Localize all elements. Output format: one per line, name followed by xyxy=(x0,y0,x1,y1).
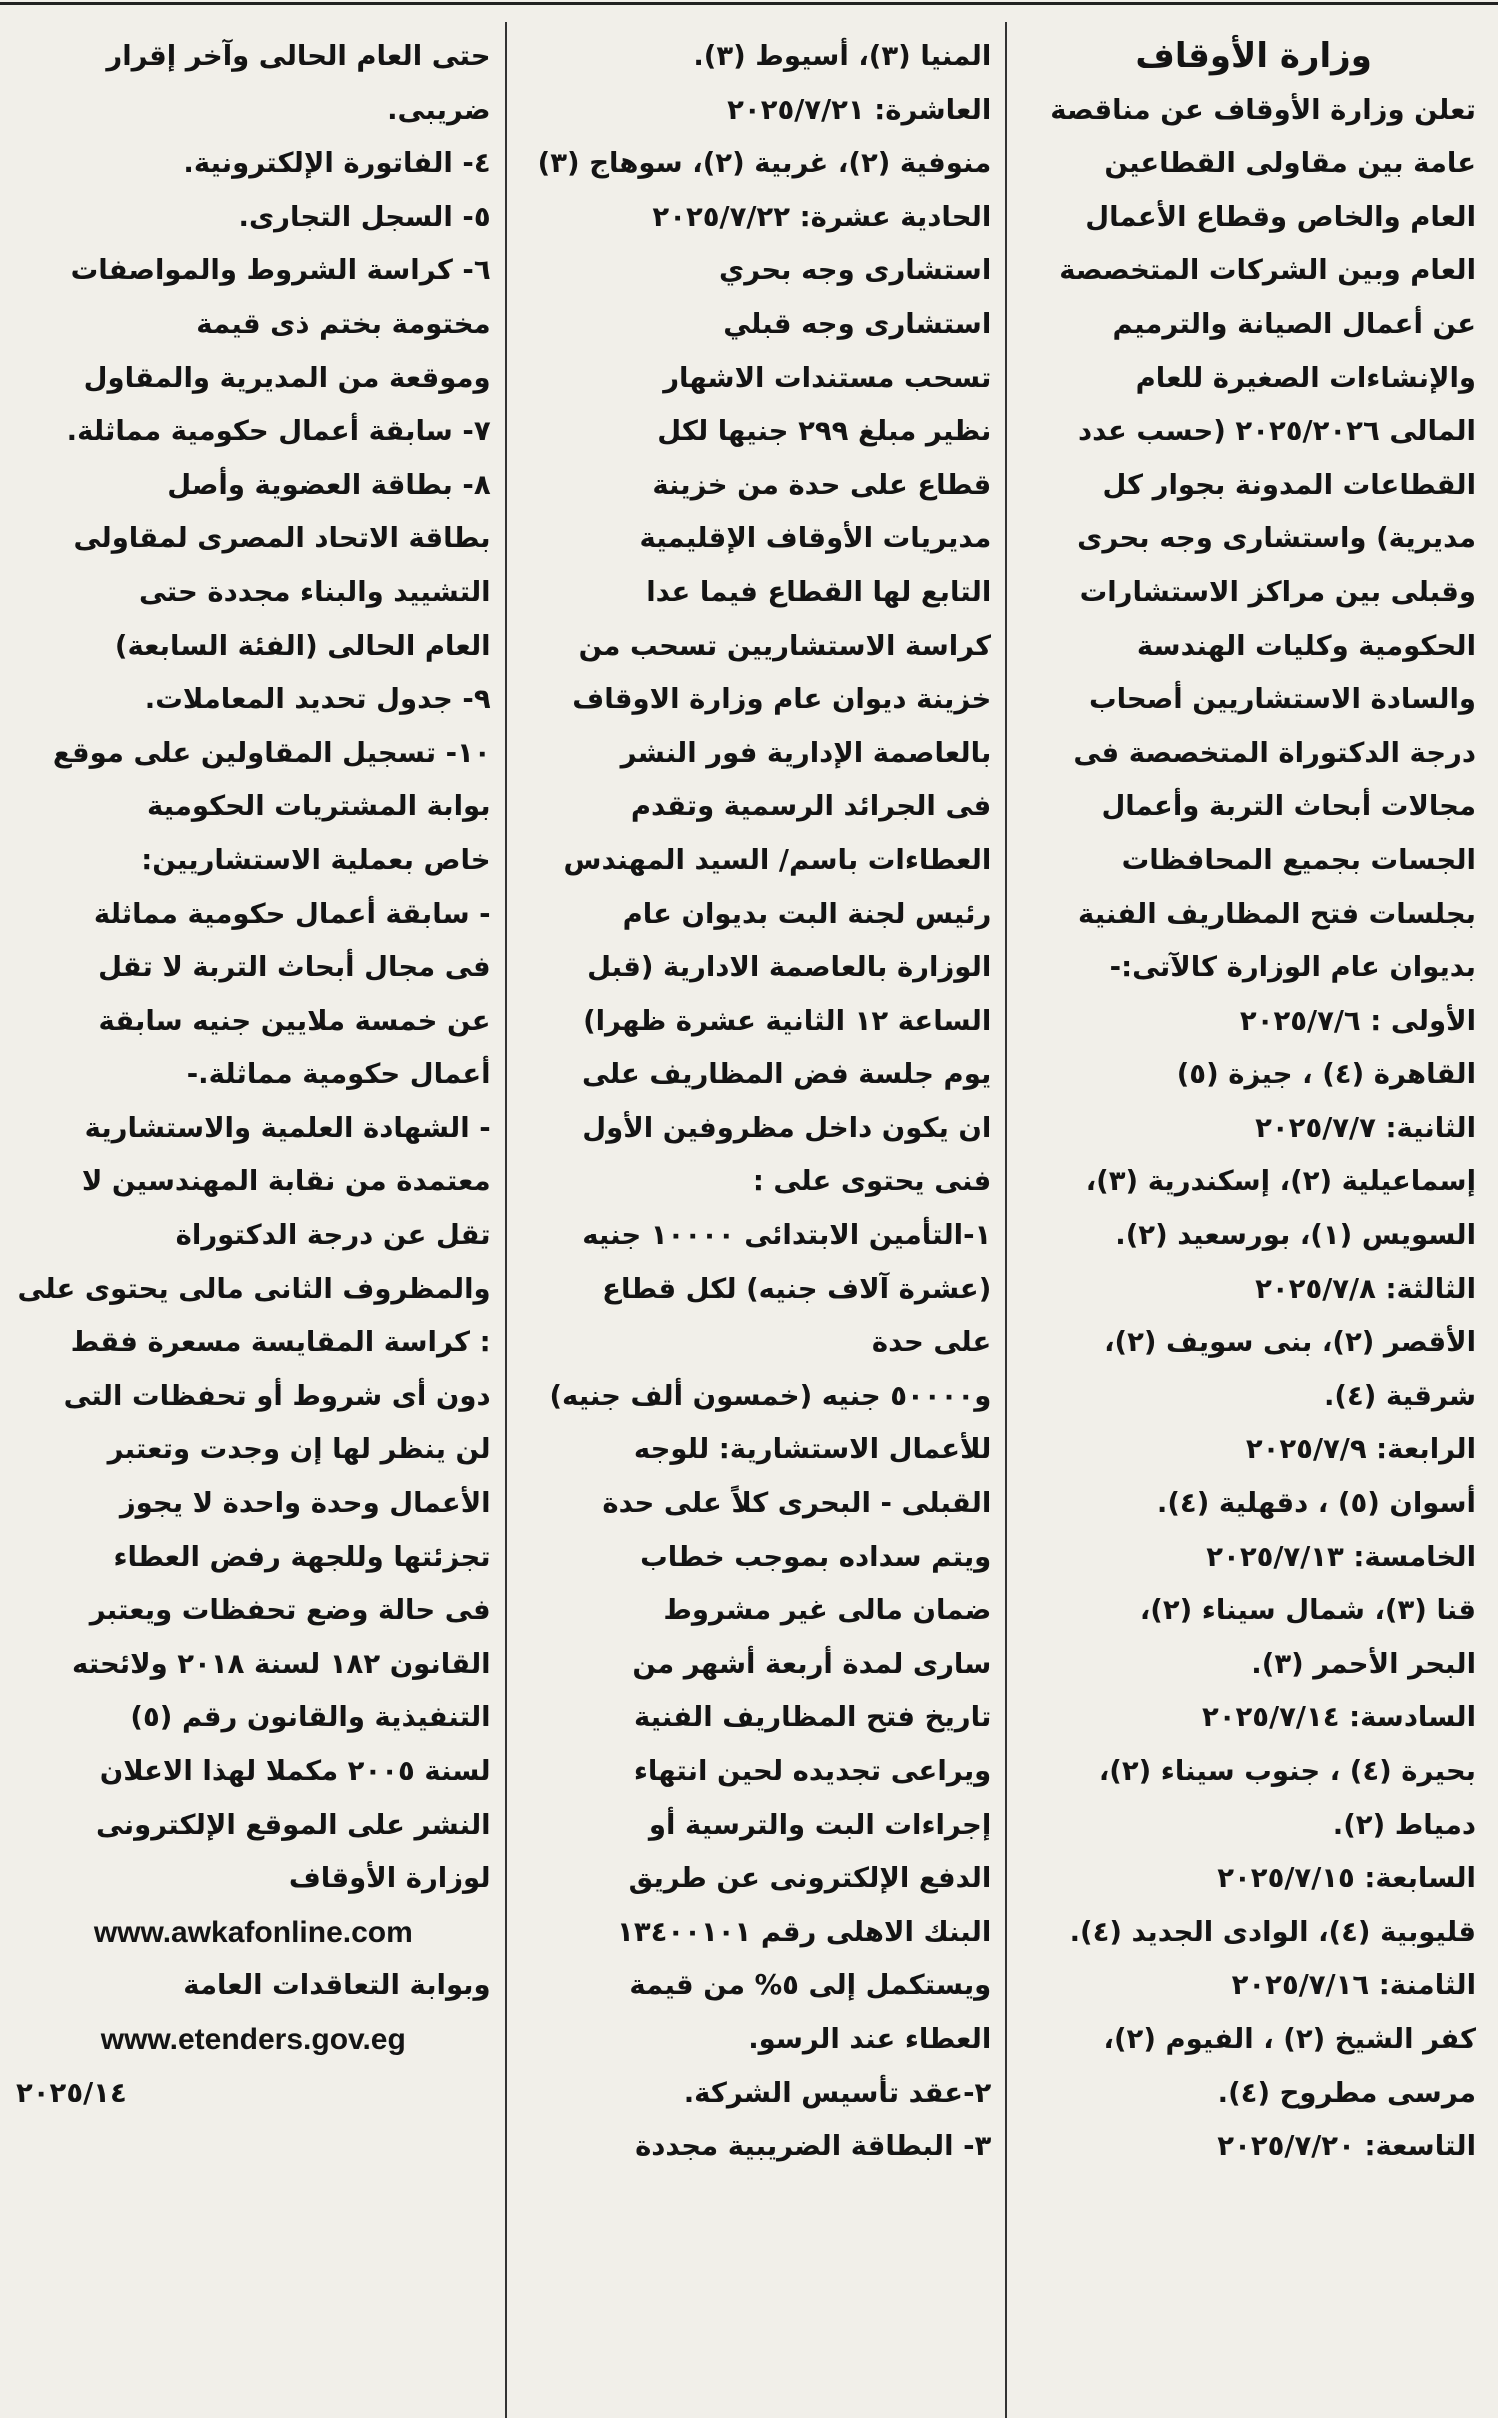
session-regions: قليوبية (٤)، الوادى الجديد (٤). xyxy=(1069,1915,1476,1948)
session-regions: إسماعيلية (٢)، إسكندرية (٣)، xyxy=(1085,1165,1476,1198)
session-regions: منوفية (٢)، غربية (٢)، سوهاج (٣) xyxy=(537,147,992,180)
text-line: العطاءات باسم/ السيد المهندس xyxy=(563,843,992,876)
text-line: خزينة ديوان عام وزارة الاوقاف xyxy=(572,683,992,716)
text-line: بوابة المشتريات الحكومية xyxy=(146,790,491,823)
text-line: الدفع الإلكترونى عن طريق xyxy=(628,1862,992,1895)
text-line: تجزئتها وللجهة رفض العطاء xyxy=(113,1540,491,1573)
text-line: بجلسات فتح المظاريف الفنية xyxy=(1078,897,1476,930)
text-line: فى الجرائد الرسمية وتقدم xyxy=(630,790,992,823)
column-divider xyxy=(505,22,507,2418)
text-line: لن ينظر لها إن وجدت وتعتبر xyxy=(107,1433,491,1466)
text-line: العام والخاص وقطاع الأعمال xyxy=(1085,200,1476,233)
text-line: ويستكمل إلى ٥% من قيمة xyxy=(629,1969,992,2002)
column-middle xyxy=(507,14,1006,2418)
text-line: تعلن وزارة الأوقاف عن مناقصة xyxy=(1050,93,1476,126)
text-line: خاص بعملية الاستشاريين: xyxy=(141,843,491,876)
text-line: ٧- سابقة أعمال حكومية مماثلة. xyxy=(66,415,491,448)
text-line: القبلى - البحرى كلاً على حدة xyxy=(602,1487,992,1520)
text-line: سارى لمدة أربعة أشهر من xyxy=(632,1647,992,1680)
columns xyxy=(12,14,1486,2418)
text-line: وموقعة من المديرية والمقاول xyxy=(83,361,491,394)
text-line: الجسات بجميع المحافظات xyxy=(1121,843,1476,876)
session-regions: القاهرة (٤) ، جيزة (٥) xyxy=(1176,1058,1476,1091)
top-rule xyxy=(0,2,1498,5)
text-line: التنفيذية والقانون رقم (٥) xyxy=(130,1701,491,1734)
text-line: فنى يحتوى على : xyxy=(752,1165,992,1198)
text-line: مجالات أبحاث التربة وأعمال xyxy=(1101,790,1476,823)
text-line: وقبلى بين مراكز الاستشارات xyxy=(1079,575,1476,608)
text-line: و٥٠٠٠٠ جنيه (خمسون ألف جنيه) xyxy=(549,1379,992,1412)
text-line: العام وبين الشركات المتخصصة xyxy=(1059,254,1476,287)
session-date: الخامسة: ٢٠٢٥/٧/١٣ xyxy=(1206,1540,1476,1573)
text-line: المالى ٢٠٢٥/٢٠٢٦ (حسب عدد xyxy=(1078,415,1476,448)
text-line: ٤- الفاتورة الإلكترونية. xyxy=(183,147,491,180)
text-line: ٢-عقد تأسيس الشركة. xyxy=(683,2076,992,2109)
text-line: عن أعمال الصيانة والترميم xyxy=(1112,307,1476,340)
text-line: النشر على الموقع الإلكترونى xyxy=(95,1808,491,1841)
text-line: الحكومية وكليات الهندسة xyxy=(1136,629,1476,662)
text-line: التشييد والبناء مجددة حتى xyxy=(138,575,491,608)
session-date: التاسعة: ٢٠٢٥/٧/٢٠ xyxy=(1217,2130,1476,2163)
text-line: ضريبى. xyxy=(387,93,491,126)
text-line: حتى العام الحالى وآخر إقرار xyxy=(106,40,491,72)
text-line: القطاعات المدونة بجوار كل xyxy=(1102,468,1476,501)
text-line: (عشرة آلاف جنيه) لكل قطاع xyxy=(602,1272,992,1305)
text-line: استشارى وجه بحري xyxy=(719,254,992,287)
session-regions: أسوان (٥) ، دقهلية (٤). xyxy=(1156,1487,1476,1520)
text-line: العطاء عند الرسو. xyxy=(748,2022,992,2055)
text-line: لوزارة الأوقاف xyxy=(288,1862,491,1895)
text-line: على حدة xyxy=(871,1326,992,1359)
text-line: كراسة الاستشاريين تسحب من xyxy=(578,629,992,662)
text-line: لسنة ٢٠٠٥ مكملا لهذا الاعلان xyxy=(99,1755,491,1787)
session-date: الحادية عشرة: ٢٠٢٥/٧/٢٢ xyxy=(652,200,992,233)
session-date: العاشرة: ٢٠٢٥/٧/٢١ xyxy=(727,93,992,126)
text-line: ٩- جدول تحديد المعاملات. xyxy=(144,683,491,716)
text-line: دون أى شروط أو تحفظات التى xyxy=(63,1379,491,1412)
text-line: بالعاصمة الإدارية فور النشر xyxy=(620,736,992,769)
text-line: ٨- بطاقة العضوية وأصل xyxy=(167,468,491,501)
text-line: مديرية) واستشارى وجه بحرى xyxy=(1077,522,1476,555)
text-line: ١-التأمين الابتدائى ١٠٠٠٠ جنيه xyxy=(582,1219,992,1252)
text-line: فى حالة وضع تحفظات ويعتبر xyxy=(89,1594,491,1627)
text-line: بديوان عام الوزارة كالآتى:- xyxy=(1109,951,1476,984)
text-line: التابع لها القطاع فيما عدا xyxy=(646,575,992,608)
text-line: ويتم سداده بموجب خطاب xyxy=(640,1540,992,1573)
column-divider xyxy=(1005,22,1007,2418)
session-regions: قنا (٣)، شمال سيناء (٢)، xyxy=(1139,1594,1476,1627)
text-line: قطاع على حدة من خزينة xyxy=(652,468,992,501)
text-line: : كراسة المقايسة مسعرة فقط xyxy=(70,1326,491,1359)
text-line: استشارى وجه قبلي xyxy=(723,307,992,340)
text-line: ٦- كراسة الشروط والمواصفات xyxy=(70,254,491,287)
text-line: رئيس لجنة البت بديوان عام xyxy=(622,897,992,930)
session-date: الثالثة: ٢٠٢٥/٧/٨ xyxy=(1255,1272,1476,1305)
website-url[interactable]: www.awkafonline.com xyxy=(93,1915,413,1949)
text-line: مختومة بختم ذى قيمة xyxy=(196,307,491,340)
text-line: تسحب مستندات الاشهار xyxy=(663,361,992,394)
session-regions: كفر الشيخ (٢) ، الفيوم (٢)، xyxy=(1103,2022,1476,2055)
text-line: تاريخ فتح المظاريف الفنية xyxy=(633,1701,992,1734)
text-line: الوزارة بالعاصمة الادارية (قبل xyxy=(587,951,992,984)
text-line: ويراعى تجديده لحين انتهاء xyxy=(633,1755,992,1787)
session-regions: بحيرة (٤) ، جنوب سيناء (٢)، xyxy=(1098,1755,1476,1787)
text-line: البنك الاهلى رقم ١٣٤٠٠١٠١ xyxy=(617,1915,992,1948)
session-regions: شرقية (٤). xyxy=(1323,1379,1476,1412)
text-line: تقل عن درجة الدكتوراة xyxy=(175,1219,491,1252)
ad-title: وزارة الأوقاف xyxy=(1135,36,1372,76)
text-line: - سابقة أعمال حكومية مماثلة xyxy=(93,897,491,930)
text-line: ٥- السجل التجارى. xyxy=(238,200,491,233)
text-line: درجة الدكتوراة المتخصصة فى xyxy=(1073,736,1476,769)
website-url[interactable]: www.etenders.gov.eg xyxy=(100,2022,406,2056)
text-line: - الشهادة العلمية والاستشارية xyxy=(84,1111,491,1144)
session-regions: مرسى مطروح (٤). xyxy=(1217,2076,1476,2109)
text-line: ٣- البطاقة الضريبية مجددة xyxy=(635,2130,992,2163)
session-date: الرابعة: ٢٠٢٥/٧/٩ xyxy=(1245,1433,1476,1466)
text-line: ١٠- تسجيل المقاولين على موقع xyxy=(52,736,491,769)
text-line: ان يكون داخل مظروفين الأول xyxy=(582,1111,992,1144)
text-line: معتمدة من نقابة المهندسين لا xyxy=(81,1165,491,1198)
text-line: نظير مبلغ ٢٩٩ جنيها لكل xyxy=(657,415,992,448)
column-left xyxy=(12,14,505,2418)
text-line: يوم جلسة فض المظاريف على xyxy=(581,1058,992,1091)
text-line: الأعمال وحدة واحدة لا يجوز xyxy=(119,1487,491,1520)
text-line: العام الحالى (الفئة السابعة) xyxy=(114,629,491,662)
text-line: عامة بين مقاولى القطاعين xyxy=(1104,147,1476,180)
text-line: ضمان مالى غير مشروط xyxy=(663,1594,992,1627)
text-line: وبوابة التعاقدات العامة xyxy=(183,1969,491,2002)
session-date: الثانية: ٢٠٢٥/٧/٧ xyxy=(1255,1111,1476,1144)
text-line: عن خمسة ملايين جنيه سابقة xyxy=(98,1004,491,1037)
text-line: الساعة ١٢ الثانية عشرة ظهرا) xyxy=(583,1004,992,1037)
text-line: أعمال حكومية مماثلة.- xyxy=(186,1058,491,1091)
text-line: إجراءات البت والترسية أو xyxy=(648,1808,992,1841)
column-right xyxy=(1007,14,1486,2418)
session-regions: الأقصر (٢)، بنى سويف (٢)، xyxy=(1104,1326,1476,1359)
session-regions: دمياط (٢). xyxy=(1332,1808,1476,1841)
text-line: فى مجال أبحاث التربة لا تقل xyxy=(98,951,491,984)
text-line: مديريات الأوقاف الإقليمية xyxy=(639,522,992,555)
session-date: الثامنة: ٢٠٢٥/٧/١٦ xyxy=(1231,1969,1476,2002)
session-date: الأولى : ٢٠٢٥/٧/٦ xyxy=(1239,1004,1476,1037)
session-regions: المنيا (٣)، أسيوط (٣). xyxy=(693,40,992,72)
text-line: القانون ١٨٢ لسنة ٢٠١٨ ولائحته xyxy=(72,1647,491,1680)
ad-reference-number: ٢٠٢٥/١٤ xyxy=(15,2076,127,2109)
session-regions: البحر الأحمر (٣). xyxy=(1251,1647,1476,1680)
session-date: السابعة: ٢٠٢٥/٧/١٥ xyxy=(1217,1862,1476,1895)
text-line: والسادة الاستشاريين أصحاب xyxy=(1088,683,1476,716)
text-line: بطاقة الاتحاد المصرى لمقاولى xyxy=(73,522,491,555)
text-line: والإنشاءات الصغيرة للعام xyxy=(1135,361,1476,394)
session-regions: السويس (١)، بورسعيد (٢). xyxy=(1115,1219,1476,1252)
text-line: والمظروف الثانى مالى يحتوى على xyxy=(17,1272,491,1305)
text-line: للأعمال الاستشارية: للوجه xyxy=(633,1433,992,1466)
session-date: السادسة: ٢٠٢٥/٧/١٤ xyxy=(1201,1701,1476,1734)
